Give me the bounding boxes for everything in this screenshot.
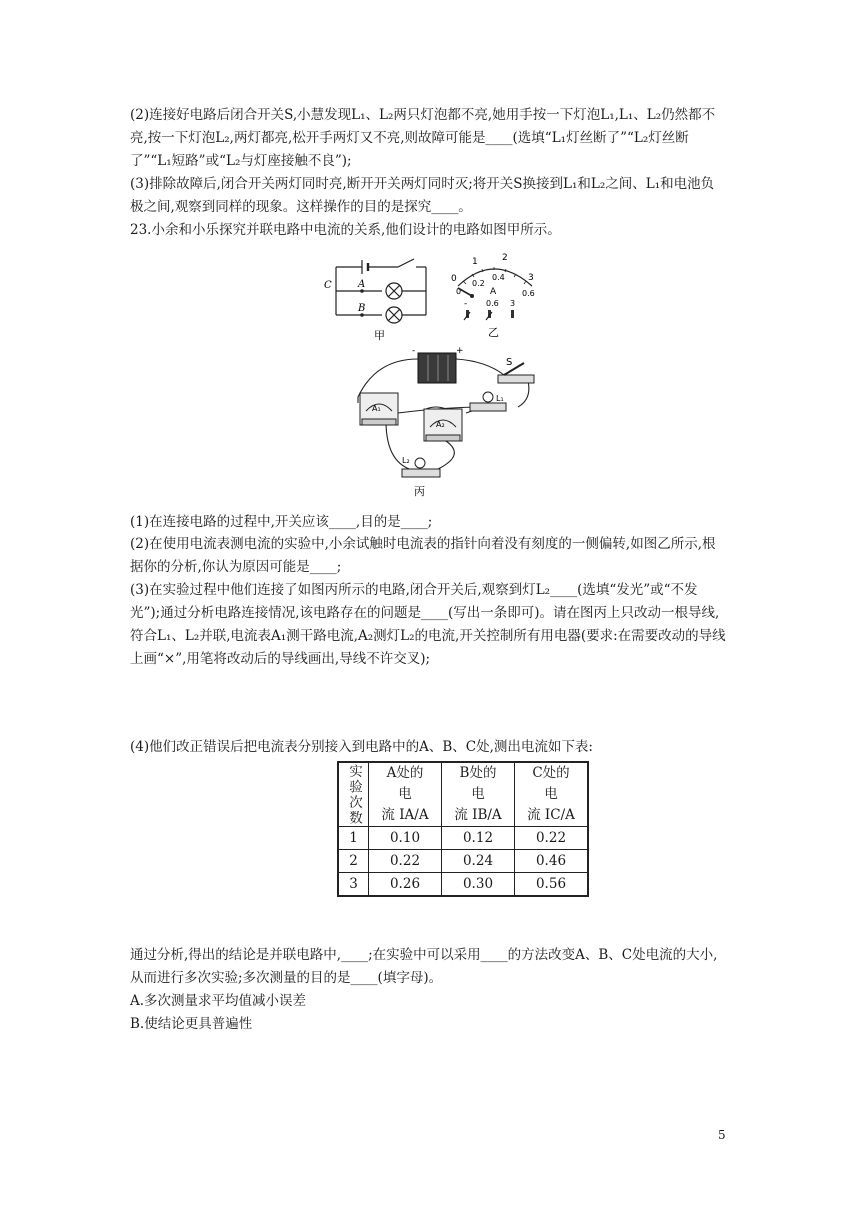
yi-top-2: 2 [502, 253, 508, 263]
table-header-row [338, 762, 588, 827]
jia-caption: 甲 [374, 329, 385, 342]
cell: 0.24 [442, 850, 515, 873]
battery [418, 353, 456, 383]
cell: 0.22 [515, 827, 589, 850]
yi-bottom-1: 0.2 [472, 279, 485, 288]
question-23-part-1: (1)在连接电路的过程中,开关应该____,目的是____; [130, 514, 433, 530]
yi-unit: A [490, 287, 497, 297]
yi-bottom-3: 0.6 [522, 289, 535, 298]
switch-s [498, 363, 534, 383]
question-23-part-4: (4)他们改正错误后把电流表分别接入到电路中的A、B、C处,测出电流如下表: [130, 739, 593, 755]
yi-small-zero: 0 [456, 287, 462, 296]
cell: 0.56 [515, 873, 589, 897]
cell: 3 [338, 873, 369, 897]
ammeter-a2-label: A₂ [436, 420, 445, 429]
question-23-part-2: (2)在使用电流表测电流的实验中,小余试触时电流表的指针向着没有刻度的一侧偏转,如图乙所示,根据你的分析,你认为原因可能是____; [130, 536, 716, 575]
ammeter-a1-label: A₁ [372, 404, 381, 413]
battery-minus-label: - [412, 346, 416, 356]
question-23-stem: 23.小余和小乐探究并联电路中电流的关系,他们设计的电路如图甲所示。 [130, 222, 561, 238]
figure-bing-physical-circuit [346, 345, 552, 501]
cell: 0.26 [369, 873, 442, 897]
cell: 0.12 [442, 827, 515, 850]
yi-caption: 乙 [488, 326, 499, 339]
figure-yi-ammeter [442, 250, 546, 346]
cell: 1 [338, 827, 369, 850]
cell: 0.30 [442, 873, 515, 897]
cell: 0.22 [369, 850, 442, 873]
jia-label-b: B [358, 303, 366, 314]
battery-plus-label: + [456, 346, 464, 356]
switch-label: S [506, 357, 513, 368]
question-22-part-3: (3)排除故障后,闭合开关两灯同时亮,断开开关两灯同时灭;将开关S换接到L₁和L₂之间、L₁和电池负极之间,观察到同样的现象。这样操作的目的是探究____。 [130, 176, 715, 215]
yi-terminal-3: 3 [510, 299, 516, 308]
current-data-table [337, 761, 589, 897]
bing-caption: 丙 [414, 485, 425, 498]
yi-terminal-minus: - [464, 299, 468, 309]
option-a: A.多次测量求平均值减小误差 [130, 993, 307, 1009]
page-number: 5 [718, 1128, 726, 1142]
jia-label-a: A [358, 279, 366, 290]
question-22-part-2: (2)连接好电路后闭合开关S,小慧发现L₁、L₂两只灯泡都不亮,她用手按一下灯泡L₁,L₁、L₂仍然都不亮,按一下灯泡L₂,两灯都亮,松开手两灯又不亮,则故障可能是____(选填“L₁灯丝断了”“L₂灯丝断了”“L₁短路”或“L₂与灯座接触不良”); [130, 107, 716, 169]
yi-top-3: 3 [528, 273, 534, 283]
question-23-part-3: (3)在实验过程中他们连接了如图丙所示的电路,闭合开关后,观察到灯L₂____(选填“发光”或“不发光”);通过分析电路连接情况,该电路存在的问题是____(写出一条即可)。请在图丙上只改动一根导线,符合L₁、L₂并联,电流表A₁测干路电流,A₂测灯L₂的电流,开关控制所有用电器(要求:在需要改动的导线上画“×”,用笔将改动后的导线画出,导线不许交叉); [130, 582, 726, 667]
yi-terminal-06: 0.6 [486, 299, 499, 308]
lamp-l1-label: L₁ [496, 394, 504, 403]
header-trial-count: 实验次数 [338, 762, 369, 827]
cell: 2 [338, 850, 369, 873]
header-current-b: B处的 电 流 IB/A [442, 762, 515, 827]
table-row [338, 827, 588, 850]
table-row [338, 850, 588, 873]
cell: 0.46 [515, 850, 589, 873]
option-b: B.使结论更具普遍性 [130, 1016, 253, 1032]
cell: 0.10 [369, 827, 442, 850]
header-current-a: A处的 电 流 IA/A [369, 762, 442, 827]
table-row [338, 873, 588, 897]
conclusion-question: 通过分析,得出的结论是并联电路中,____;在实验中可以采用____的方法改变A、B、C处电流的大小,从而进行多次实验;多次测量的目的是____(填字母)。 [130, 947, 718, 986]
yi-bottom-2: 0.4 [492, 273, 505, 282]
jia-label-c: C [324, 280, 332, 291]
figure-jia-circuit [322, 255, 438, 345]
yi-top-1: 1 [472, 257, 478, 267]
header-current-c: C处的 电 流 IC/A [515, 762, 589, 827]
yi-top-0: 0 [451, 274, 457, 284]
lamp-l2-label: L₂ [402, 456, 410, 465]
